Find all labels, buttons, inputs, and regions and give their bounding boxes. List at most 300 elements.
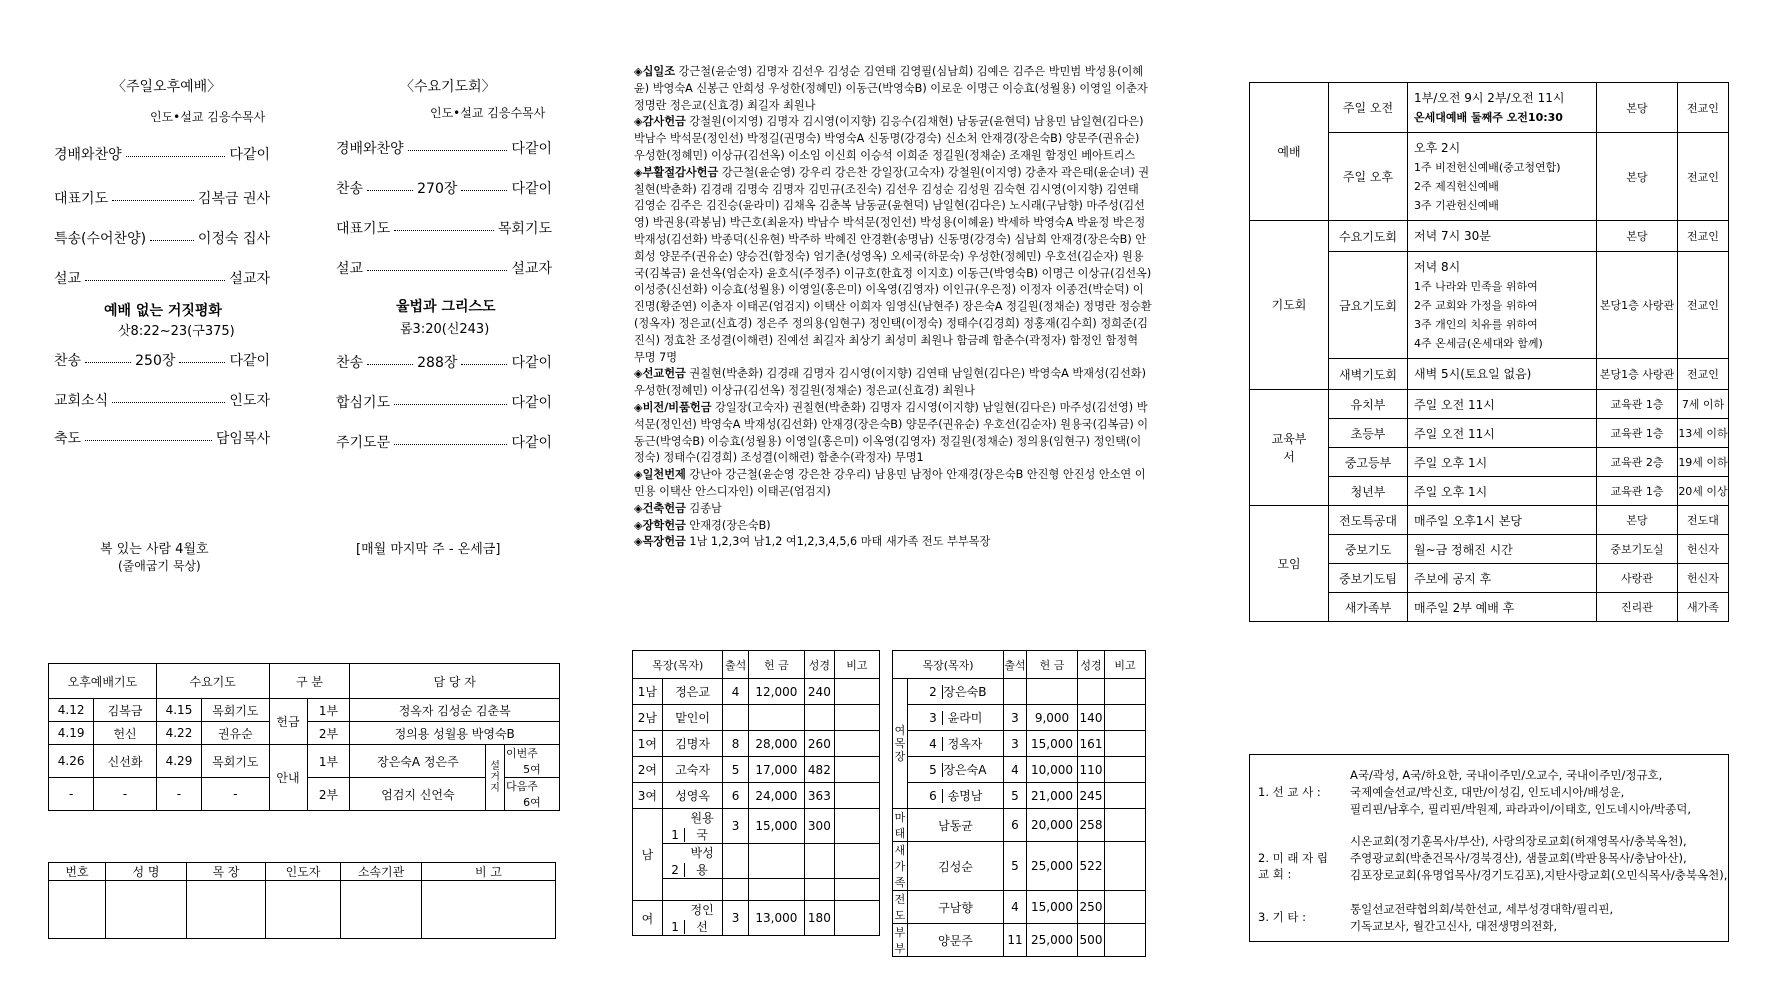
duty-cell: 4.12 — [49, 699, 94, 722]
mokjang-cell — [1105, 757, 1146, 783]
mokjang-name: 송명남 — [947, 789, 983, 803]
mission-line: 시온교회(정기훈목사/부산), 사랑의장로교회(허재영목사/충북옥천), — [1350, 834, 1687, 848]
mokjang-cell: 고숙자 — [662, 757, 723, 783]
schedule-time-line: 새벽 5시(토요일 없음) — [1414, 366, 1532, 381]
wednesday-title: 〈수요기도회〉 — [400, 79, 496, 95]
mokjang-header: 성경 — [805, 651, 835, 679]
mokjang-cell: 258 — [1078, 809, 1105, 842]
mokjang-cell — [1105, 924, 1146, 957]
mokjang-cell — [908, 783, 1004, 809]
schedule-name: 중고등부 — [1329, 448, 1408, 477]
mokjang-cell — [1105, 809, 1146, 842]
mokjang-cell — [1004, 679, 1027, 705]
mission-box — [1249, 754, 1729, 942]
mokjang-cell: 9,000 — [1027, 705, 1078, 731]
mokjang-cell — [834, 879, 879, 901]
program-row-value: 이정숙 집사 — [197, 231, 270, 247]
sunday-pm-title: 〈주일오후예배〉 — [112, 79, 222, 95]
mokjang-name: 장은숙A — [943, 763, 987, 777]
schedule-place: 본당1층 사랑관 — [1597, 252, 1678, 359]
schedule-name: 청년부 — [1329, 477, 1408, 506]
mission-line: 기독교보사, 월간고신사, 대전생명의전화, — [1350, 919, 1558, 933]
offering-names: 권칠현(박춘화) 김경래 김명자 김시영(이지향) 김연태 남일현(김다은) 박영숙A 박재성(김선화) 우성한(정혜민) 이상규(김선옥) 정길원(정채순) 정은교(신효경) 최원나 — [634, 367, 1146, 398]
mokjang-group: 2여 — [633, 757, 663, 783]
wednesday-leader: 인도•설교 김응수목사 — [430, 106, 546, 120]
mokjang-header: 비고 — [1105, 651, 1146, 679]
mokjang-name: 원용국 — [690, 811, 714, 842]
schedule-table — [1249, 82, 1729, 622]
mokjang-group: 부부 — [893, 924, 908, 957]
mokjang-index: 1 — [666, 828, 685, 842]
mokjang-cell: 17,000 — [748, 757, 804, 783]
duty-cell: 4.26 — [49, 745, 94, 778]
program-row-value: 다같이 — [229, 353, 271, 369]
schedule-name: 금요기도회 — [1329, 252, 1408, 359]
mokjang-cell — [748, 879, 804, 901]
program-row-label: 특송(수어찬양) — [54, 231, 147, 247]
schedule-target: 전교인 — [1678, 221, 1729, 252]
program-row — [336, 138, 552, 158]
mokjang-cell: 정은교 — [662, 679, 723, 705]
mokjang-table-right — [892, 650, 1146, 957]
mokjang-cell: 15,000 — [1027, 731, 1078, 757]
mokjang-cell: 140 — [1078, 705, 1105, 731]
program-row-label: 축도 — [54, 431, 82, 447]
schedule-target: 전교인 — [1678, 359, 1729, 390]
schedule-target: 새가족 — [1678, 593, 1729, 622]
mokjang-cell — [662, 844, 723, 879]
schedule-name: 전도특공대 — [1329, 506, 1408, 535]
offering-names: 1남 1,2,3여 남1,2 여1,2,3,4,5,6 마태 새가족 전도 부부목장 — [689, 535, 991, 549]
mission-line: A국/곽성, A국/하요한, 국내이주민/오교수, 국내이주민/정규호, — [1350, 768, 1663, 782]
schedule-target: 전교인 — [1678, 252, 1729, 359]
mokjang-cell: 300 — [805, 809, 835, 844]
offering-names: 안재경(장은숙B) — [689, 518, 771, 532]
mokjang-cell: 500 — [1078, 924, 1105, 957]
schedule-target: 19세 이하 — [1678, 448, 1729, 477]
mokjang-cell: 13,000 — [748, 901, 804, 936]
mission-line: 주영광교회(박춘건목사/경북경산), 샘물교회(박판용목사/충남아산), — [1350, 851, 1687, 865]
blessed-book: 복 있는 사람 4월호 — [100, 542, 209, 557]
mokjang-cell: 김성순 — [908, 842, 1004, 891]
mokjang-cell: 25,000 — [1027, 924, 1078, 957]
program-row-hymn: 250장 — [135, 353, 176, 369]
program-row — [336, 432, 552, 452]
mokjang-group-nam: 남 — [633, 809, 663, 901]
schedule-target: 전교인 — [1678, 133, 1729, 221]
mokjang-cell: 5 — [1004, 842, 1027, 891]
program-row — [54, 350, 270, 370]
schedule-time-line: 4주 온세금(온세대와 함께) — [1414, 336, 1543, 350]
program-row — [54, 228, 270, 248]
mokjang-cell: 구남향 — [908, 891, 1004, 924]
program-row — [336, 392, 552, 412]
mokjang-cell: 3 — [723, 901, 748, 936]
mokjang-cell: 15,000 — [1027, 891, 1078, 924]
mokjang-cell: 363 — [805, 783, 835, 809]
schedule-time-line: 저녁 8시 — [1414, 259, 1461, 274]
schedule-place: 본당 — [1597, 133, 1678, 221]
mokjang-cell: 4 — [1004, 757, 1027, 783]
offering-category: ◈건축헌금 — [634, 501, 686, 515]
offering-item — [634, 114, 1152, 164]
program-row-label: 설교 — [336, 261, 364, 277]
wednesday-sermon-ref: 롬3:20(신243) — [400, 322, 490, 337]
blessed-book-sub: (줄애굽기 묵상) — [118, 559, 201, 573]
sunday-pm-sermon-ref: 삿8:22~23(구375) — [118, 324, 235, 339]
mokjang-cell — [834, 705, 879, 731]
duty-cell: 4.29 — [156, 745, 201, 778]
program-row-value: 김복금 권사 — [197, 191, 270, 207]
mokjang-cell: 28,000 — [748, 731, 804, 757]
program-row — [54, 188, 270, 208]
offering-item — [634, 501, 1152, 518]
schedule-time: 주일 오후 1시 — [1408, 448, 1597, 477]
duty-cell: - — [156, 778, 201, 811]
schedule-time-line: 3주 기관헌신예배 — [1414, 198, 1499, 212]
mokjang-group: 2남 — [633, 705, 663, 731]
schedule-group: 모임 — [1250, 506, 1329, 622]
duty-part: 2부 — [307, 778, 350, 811]
schedule-name: 중보기도팀 — [1329, 564, 1408, 593]
this-week-value: 5여 — [523, 763, 541, 776]
offering-item — [634, 534, 1152, 551]
duty-guide-2: 엄검지 신언숙 — [350, 778, 486, 811]
duty-cell: 목회기도 — [202, 699, 269, 722]
program-row-label: 대표기도 — [54, 191, 109, 207]
wednesday-sermon-title: 율법과 그리스도 — [396, 299, 496, 315]
schedule-target: 7세 이하 — [1678, 390, 1729, 419]
schedule-target: 13세 이하 — [1678, 419, 1729, 448]
mokjang-header: 목장(목자) — [633, 651, 723, 679]
schedule-place: 본당 — [1597, 83, 1678, 133]
mokjang-index: 2 — [924, 685, 943, 699]
schedule-time: 주일 오전 11시 — [1408, 390, 1597, 419]
mokjang-cell: 11 — [1004, 924, 1027, 957]
offering-category: ◈감사헌금 — [634, 115, 686, 129]
program-row-value: 설교자 — [229, 271, 270, 287]
mokjang-group-yeo: 여 — [633, 901, 663, 936]
mokjang-name: 정옥자 — [947, 737, 983, 751]
mokjang-header: 출석 — [723, 651, 748, 679]
schedule-time: 매주일 2부 예배 후 — [1408, 593, 1597, 622]
schedule-time — [1408, 83, 1597, 133]
mokjang-index: 1 — [666, 920, 685, 934]
duty-part: 1부 — [307, 745, 350, 778]
schedule-time: 주일 오전 11시 — [1408, 419, 1597, 448]
schedule-time: 월~금 정해진 시간 — [1408, 535, 1597, 564]
offering-category: ◈십일조 — [634, 65, 676, 78]
visitor-header-org: 소속기관 — [341, 863, 422, 881]
offering-category: ◈일천번제 — [634, 468, 686, 482]
schedule-time — [1408, 359, 1597, 390]
duty-offering-1: 정옥자 김성순 김춘복 — [350, 699, 560, 722]
offering-names: 강난아 강근철(윤순영 강은찬 강우리) 남용민 남정아 안재경(장은숙B 안진형 안진성 안소연 이민용 이택산 안스디자인) 이태곤(엄검지) — [634, 468, 1146, 498]
schedule-time-line: 2주 교회와 가정을 위하여 — [1414, 298, 1538, 312]
schedule-time-line: 1주 비전헌신예배(중고청연합) — [1414, 160, 1561, 174]
schedule-name: 중보기도 — [1329, 535, 1408, 564]
mokjang-cell — [908, 757, 1004, 783]
this-week-label: 이번주 — [505, 747, 538, 760]
program-row — [336, 218, 552, 238]
mokjang-header: 비고 — [834, 651, 879, 679]
duty-offering-2: 정의용 성월용 박영숙B — [350, 722, 560, 745]
mokjang-cell: 110 — [1078, 757, 1105, 783]
mokjang-header: 목장(목자) — [893, 651, 1004, 679]
program-row-label: 찬송 — [54, 353, 82, 369]
schedule-time: 주보에 공지 후 — [1408, 564, 1597, 593]
schedule-target: 전도대 — [1678, 506, 1729, 535]
visitor-cell[interactable] — [266, 881, 341, 939]
mokjang-cell: 250 — [1078, 891, 1105, 924]
duty-cell: - — [49, 778, 94, 811]
mokjang-cell: 남동균 — [908, 809, 1004, 842]
program-row-label: 대표기도 — [336, 221, 391, 237]
program-row — [54, 144, 270, 164]
offering-item — [634, 165, 1152, 367]
schedule-time — [1408, 221, 1597, 252]
schedule-name: 새가족부 — [1329, 593, 1408, 622]
mokjang-cell: 10,000 — [1027, 757, 1078, 783]
schedule-time — [1408, 133, 1597, 221]
mokjang-cell: 161 — [1078, 731, 1105, 757]
offering-category: ◈장학헌금 — [634, 518, 686, 532]
duty-cell: 권유순 — [202, 722, 269, 745]
mokjang-cell — [723, 879, 748, 901]
schedule-name: 유치부 — [1329, 390, 1408, 419]
offering-names: 강근철(윤순영) 김명자 김선우 김성순 김연태 김영필(심남희) 김예은 김주은 박민범 박성용(이혜윤) 박영숙A 신봉근 안희성 우성한(정혜민) 이동근(박영숙B) 이로운 이명근 이승효(성월용) 이영일 이춘자 정명란 정은교(신효경) 최길자 최원나 — [634, 65, 1148, 112]
program-row-value: 다같이 — [511, 395, 552, 411]
mokjang-cell — [723, 844, 748, 879]
schedule-target: 헌신자 — [1678, 564, 1729, 593]
mokjang-name: 박성용 — [690, 846, 714, 877]
schedule-place: 본당 — [1597, 221, 1678, 252]
offering-item — [634, 518, 1152, 535]
mokjang-cell — [834, 731, 879, 757]
duty-header-person: 담 당 자 — [350, 664, 560, 699]
offering-list — [634, 64, 1152, 551]
schedule-place: 본당 — [1597, 506, 1678, 535]
mokjang-cell — [1105, 731, 1146, 757]
mokjang-cell: 245 — [1078, 783, 1105, 809]
duty-next-week — [504, 778, 559, 811]
program-row-value: 설교자 — [511, 261, 552, 277]
mokjang-cell: 21,000 — [1027, 783, 1078, 809]
mokjang-cell — [834, 783, 879, 809]
mokjang-cell — [908, 731, 1004, 757]
duty-header-pm: 오후예배기도 — [49, 664, 157, 699]
mokjang-cell — [908, 705, 1004, 731]
schedule-time-line: 3주 개인의 치유를 위하여 — [1414, 317, 1538, 331]
mokjang-cell — [1105, 891, 1146, 924]
schedule-time-line: 2주 제직헌신예배 — [1414, 179, 1499, 193]
schedule-place: 교육관 1층 — [1597, 390, 1678, 419]
schedule-time — [1408, 252, 1597, 359]
program-row-value: 다같이 — [511, 435, 552, 451]
program-row — [336, 352, 552, 372]
mokjang-cell — [834, 679, 879, 705]
mission-label: 2. 미 래 자 립 교 회 : — [1258, 851, 1329, 881]
mokjang-cell: 8 — [723, 731, 748, 757]
mokjang-cell — [805, 705, 835, 731]
offering-category: ◈비전/비품헌금 — [634, 400, 712, 414]
offering-names: 김종남 — [689, 501, 722, 515]
offering-category: ◈부활절감사헌금 — [634, 165, 719, 179]
mokjang-index: 5 — [924, 763, 943, 777]
program-row-label: 설교 — [54, 271, 82, 287]
mokjang-cell — [662, 901, 723, 936]
schedule-time: 매주일 오후1시 본당 — [1408, 506, 1597, 535]
mokjang-cell: 180 — [805, 901, 835, 936]
visitor-cell[interactable] — [341, 881, 422, 939]
mokjang-group: 1남 — [633, 679, 663, 705]
mokjang-cell: 12,000 — [748, 679, 804, 705]
schedule-place: 사랑관 — [1597, 564, 1678, 593]
duty-cell: - — [202, 778, 269, 811]
visitor-table — [48, 862, 556, 939]
mokjang-cell: 522 — [1078, 842, 1105, 891]
mokjang-cell: 5 — [723, 757, 748, 783]
schedule-name: 초등부 — [1329, 419, 1408, 448]
mokjang-name: 장은숙B — [943, 685, 987, 699]
offering-category: ◈목장헌금 — [634, 535, 686, 549]
mokjang-cell — [834, 844, 879, 879]
offering-category: ◈선교헌금 — [634, 367, 686, 381]
mokjang-cell: 3 — [723, 809, 748, 844]
mokjang-cell: 24,000 — [748, 783, 804, 809]
mokjang-cell: 양문주 — [908, 924, 1004, 957]
mokjang-cell: 260 — [805, 731, 835, 757]
mokjang-cell — [1105, 783, 1146, 809]
offering-item — [634, 64, 1152, 114]
program-row-value: 목회기도 — [497, 221, 552, 237]
visitor-cell[interactable] — [187, 881, 266, 939]
visitor-header-mokjang: 목 장 — [187, 863, 266, 881]
visitor-cell[interactable] — [106, 881, 187, 939]
schedule-group: 예배 — [1250, 83, 1329, 221]
duty-cell: 신선화 — [94, 745, 156, 778]
mokjang-cell: 6 — [1004, 809, 1027, 842]
mokjang-group-yeo: 여목장 — [893, 679, 908, 809]
visitor-cell[interactable] — [422, 881, 556, 939]
visitor-header-note: 비 고 — [422, 863, 556, 881]
mokjang-cell: 3 — [1004, 731, 1027, 757]
mission-line: 통일선교전략협의회/북한선교, 세부성경대학/필리핀, — [1350, 902, 1614, 916]
mokjang-cell: 김명자 — [662, 731, 723, 757]
mokjang-group: 1여 — [633, 731, 663, 757]
schedule-name: 새벽기도회 — [1329, 359, 1408, 390]
visitor-header-name: 성 명 — [106, 863, 187, 881]
mokjang-cell — [748, 705, 804, 731]
mokjang-cell: 25,000 — [1027, 842, 1078, 891]
mokjang-cell — [834, 901, 879, 936]
mokjang-cell — [1027, 679, 1078, 705]
offering-item — [634, 400, 1152, 467]
mokjang-cell: 맡인이 — [662, 705, 723, 731]
schedule-place: 교육관 2층 — [1597, 448, 1678, 477]
mission-label: 1. 선 교 사 : — [1258, 785, 1321, 799]
mokjang-name: 윤라미 — [947, 711, 983, 725]
schedule-time-line: 1부/오전 9시 2부/오전 11시 — [1414, 90, 1565, 105]
mokjang-cell: 240 — [805, 679, 835, 705]
mokjang-cell: 20,000 — [1027, 809, 1078, 842]
duty-category-offering: 헌금 — [269, 699, 307, 745]
schedule-time: 주일 오후 1시 — [1408, 477, 1597, 506]
mission-line: 김포장로교회(유명업목사/경기도김포),지탄사랑교회(오민식목사/충북옥천), — [1350, 868, 1728, 882]
visitor-header-leader: 인도자 — [266, 863, 341, 881]
schedule-time-line: 저녁 7시 30분 — [1414, 228, 1491, 243]
offering-item — [634, 366, 1152, 400]
duty-table — [48, 663, 560, 811]
mokjang-cell — [834, 809, 879, 844]
schedule-target: 20세 이상 — [1678, 477, 1729, 506]
mokjang-cell — [1105, 842, 1146, 891]
mokjang-cell — [805, 879, 835, 901]
visitor-cell[interactable] — [49, 881, 106, 939]
mission-line: 필리핀/남후수, 필리핀/박원제, 파라과이/이태호, 인도네시아/박종덕, — [1350, 802, 1692, 816]
program-row-value: 담임목사 — [215, 431, 270, 447]
mokjang-cell — [662, 879, 723, 901]
mokjang-cell — [723, 705, 748, 731]
duty-cell: 목회기도 — [202, 745, 269, 778]
mokjang-cell — [1105, 679, 1146, 705]
duty-cell: 4.22 — [156, 722, 201, 745]
duty-cell: 김복금 — [94, 699, 156, 722]
mokjang-cell: 15,000 — [748, 809, 804, 844]
schedule-place: 교육관 1층 — [1597, 477, 1678, 506]
program-row — [54, 390, 270, 410]
schedule-time-line: 온세대예배 둘째주 오전10:30 — [1414, 110, 1563, 124]
next-week-value: 6여 — [523, 796, 541, 809]
mokjang-cell — [662, 809, 723, 844]
mokjang-index: 3 — [924, 711, 943, 725]
mokjang-index: 4 — [924, 737, 943, 751]
mokjang-cell: 4 — [723, 679, 748, 705]
duty-category-guide: 안내 — [269, 745, 307, 811]
mokjang-cell — [834, 757, 879, 783]
mokjang-cell — [1078, 679, 1105, 705]
duty-cell: 4.15 — [156, 699, 201, 722]
program-row-label: 경배와찬양 — [336, 141, 404, 157]
program-row-label: 경배와찬양 — [54, 147, 122, 163]
program-row — [336, 258, 552, 278]
offering-item — [634, 467, 1152, 501]
schedule-time-line: 오후 2시 — [1414, 140, 1461, 155]
program-row — [54, 268, 270, 288]
schedule-place: 본당1층 사랑관 — [1597, 359, 1678, 390]
duty-cell: - — [94, 778, 156, 811]
mokjang-cell: 482 — [805, 757, 835, 783]
program-row-hymn: 270장 — [417, 181, 458, 197]
schedule-name: 수요기도회 — [1329, 221, 1408, 252]
schedule-target: 전교인 — [1678, 83, 1729, 133]
mokjang-header: 헌 금 — [748, 651, 804, 679]
schedule-target: 헌신자 — [1678, 535, 1729, 564]
mokjang-group: 새가족 — [893, 842, 908, 891]
program-row-value: 다같이 — [229, 147, 270, 163]
mokjang-cell — [908, 679, 1004, 705]
duty-part: 1부 — [307, 699, 350, 722]
duty-part: 2부 — [307, 722, 350, 745]
program-row — [54, 428, 270, 448]
last-week-note: [매월 마지막 주 - 온세금] — [356, 542, 501, 557]
duty-this-week — [504, 745, 559, 778]
sunday-pm-sermon-title: 예배 없는 거짓평화 — [104, 303, 222, 319]
duty-dishwashing-label: 설거지 — [486, 745, 504, 811]
program-row — [336, 178, 552, 198]
mokjang-header: 헌 금 — [1027, 651, 1078, 679]
program-row-label: 교회소식 — [54, 393, 109, 409]
